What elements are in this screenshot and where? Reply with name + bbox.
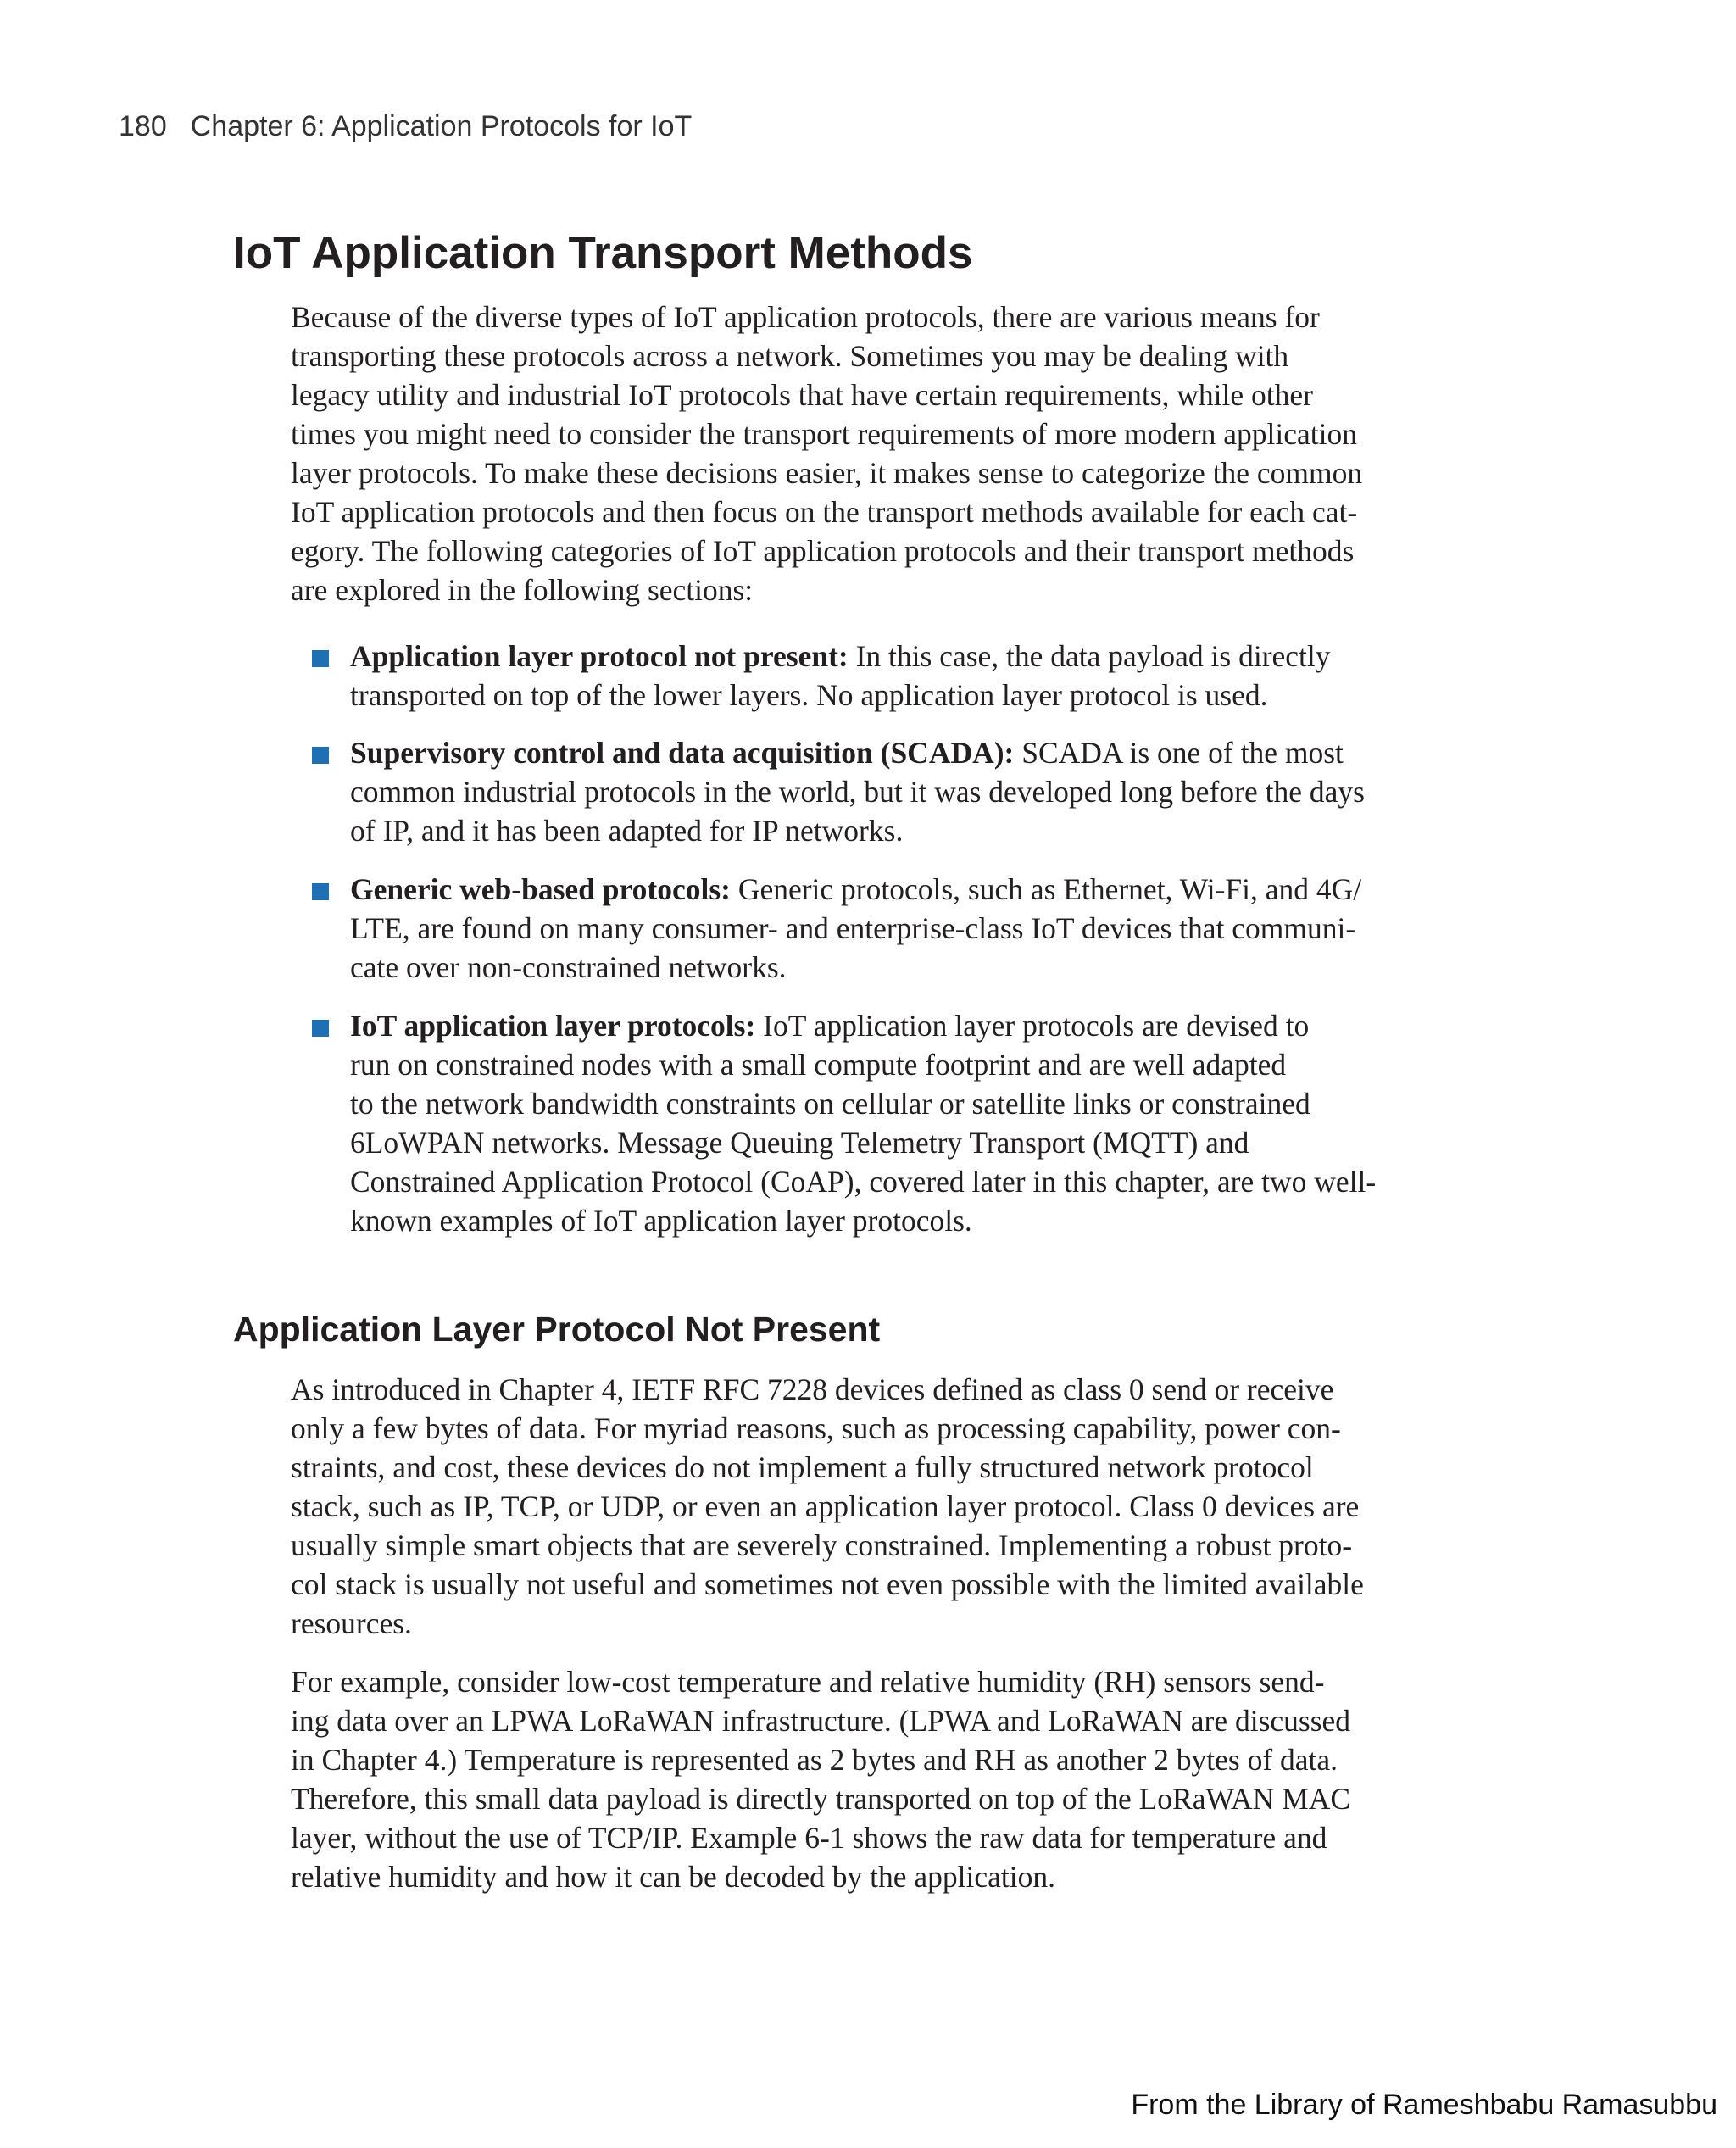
page-number: 180 [119, 110, 167, 142]
bullet-line: common industrial protocols in the world, but it was developed long before the days [350, 775, 1365, 809]
paragraph-line: layer, without the use of TCP/IP. Example 6-1 shows the raw data for temperature and [291, 1821, 1327, 1855]
intro-line: legacy utility and industrial IoT protocols that have certain requirements, while other [291, 378, 1313, 412]
library-footer: From the Library of Rameshbabu Ramasubbu [1131, 2089, 1717, 2121]
running-head [119, 110, 692, 143]
intro-line: times you might need to consider the transport requirements of more modern application [291, 417, 1357, 451]
subsection-heading: Application Layer Protocol Not Present [233, 1310, 881, 1349]
paragraph-lorawan-example [291, 1662, 1350, 1896]
paragraph-line: straints, and cost, these devices do not implement a fully structured network protocol [291, 1450, 1314, 1484]
paragraph-line: usually simple smart objects that are severely constrained. Implementing a robust proto- [291, 1528, 1353, 1562]
paragraph-line: As introduced in Chapter 4, IETF RFC 7228 devices defined as class 0 send or receive [291, 1372, 1334, 1406]
bullet-line: 6LoWPAN networks. Message Queuing Telemetry Transport (MQTT) and [350, 1126, 1249, 1160]
intro-line: transporting these protocols across a network. Sometimes you may be dealing with [291, 339, 1289, 373]
chapter-title: Chapter 6: Application Protocols for IoT [190, 110, 693, 142]
intro-line: IoT application protocols and then focus on the transport methods available for each cat- [291, 495, 1358, 529]
bullet-square-icon [312, 650, 329, 667]
bullet-square-icon [312, 883, 329, 900]
bullet-square-icon [312, 1020, 329, 1037]
bullet-line: LTE, are found on many consumer- and enterprise-class IoT devices that communi- [350, 911, 1356, 945]
intro-line: layer protocols. To make these decisions easier, it makes sense to categorize the common [291, 456, 1363, 490]
paragraph-line: relative humidity and how it can be decoded by the application. [291, 1860, 1056, 1894]
bullet-item-generic-web [350, 870, 1361, 987]
bullet-term: IoT application layer protocols: [350, 1009, 756, 1043]
bullet-line: to the network bandwidth constraints on cellular or satellite links or constrained [350, 1087, 1310, 1121]
bullet-square-icon [312, 747, 329, 764]
bullet-line: of IP, and it has been adapted for IP networks. [350, 814, 904, 848]
bullet-text: Generic protocols, such as Ethernet, Wi-Fi, and 4G/ [730, 872, 1362, 906]
bullet-item-scada [350, 733, 1365, 850]
bullet-term: Application layer protocol not present: [350, 639, 849, 673]
paragraph-line: only a few bytes of data. For myriad reasons, such as processing capability, power con- [291, 1411, 1341, 1445]
intro-paragraph [291, 298, 1362, 609]
bullet-line: cate over non-constrained networks. [350, 950, 787, 984]
paragraph-line: col stack is usually not useful and sometimes not even possible with the limited available [291, 1567, 1364, 1601]
intro-line: are explored in the following sections: [291, 573, 754, 607]
paragraph-line: ing data over an LPWA LoRaWAN infrastructure. (LPWA and LoRaWAN are discussed [291, 1704, 1351, 1738]
bullet-line: Constrained Application Protocol (CoAP), covered later in this chapter, are two well- [350, 1165, 1377, 1199]
paragraph-line: Therefore, this small data payload is directly transported on top of the LoRaWAN MAC [291, 1782, 1351, 1816]
section-heading: IoT Application Transport Methods [233, 228, 973, 278]
bullet-line: transported on top of the lower layers. No application layer protocol is used. [350, 678, 1268, 712]
bullet-line: known examples of IoT application layer protocols. [350, 1204, 972, 1238]
bullet-text: SCADA is one of the most [1014, 736, 1344, 770]
bullet-item-iot-app-layer [350, 1006, 1376, 1240]
intro-line: Because of the diverse types of IoT application protocols, there are various means for [291, 300, 1320, 334]
bullet-text: In this case, the data payload is directly [848, 639, 1331, 673]
bullet-term: Generic web-based protocols: [350, 872, 731, 906]
paragraph-line: For example, consider low-cost temperature and relative humidity (RH) sensors send- [291, 1665, 1325, 1699]
paragraph-line: resources. [291, 1606, 412, 1640]
paragraph-class0-devices [291, 1370, 1364, 1643]
paragraph-line: stack, such as IP, TCP, or UDP, or even an application layer protocol. Class 0 devices are [291, 1489, 1360, 1523]
bullet-item-app-layer-not-present [350, 637, 1331, 715]
bullet-term: Supervisory control and data acquisition (SCADA): [350, 736, 1015, 770]
paragraph-line: in Chapter 4.) Temperature is represented as 2 bytes and RH as another 2 bytes of data. [291, 1743, 1338, 1777]
bullet-text: IoT application layer protocols are devised to [755, 1009, 1310, 1043]
intro-line: egory. The following categories of IoT application protocols and their transport methods [291, 534, 1355, 568]
bullet-line: run on constrained nodes with a small compute footprint and are well adapted [350, 1048, 1287, 1082]
